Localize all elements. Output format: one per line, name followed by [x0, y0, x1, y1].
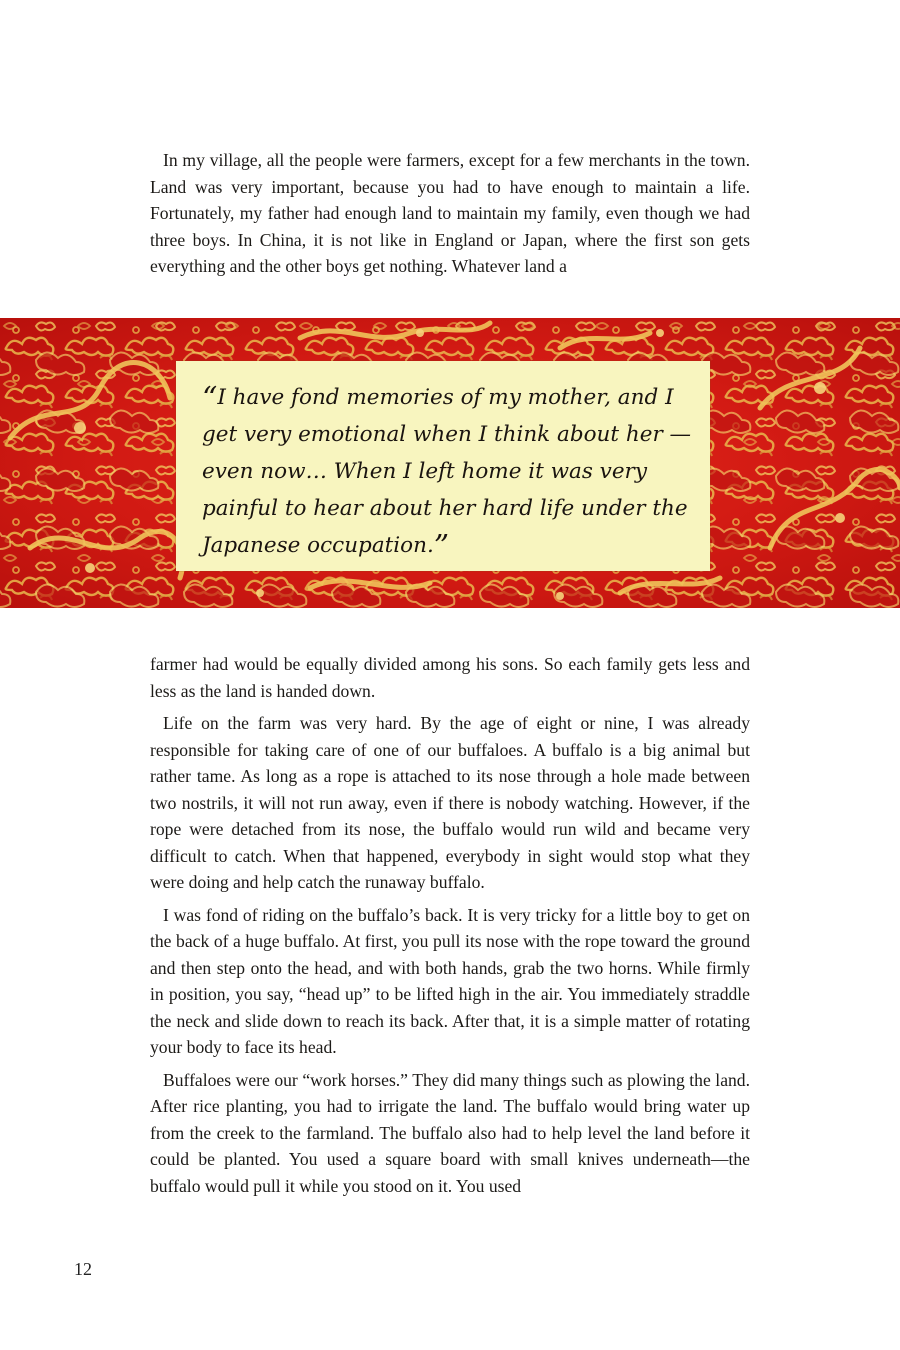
body-text-bottom [150, 651, 750, 1205]
open-quote-mark: “ [202, 381, 218, 416]
pull-quote-box [176, 361, 710, 571]
pull-quote-text: I have fond memories of my mother, and I get very emotional when I think about her —even now… When I left home it was very painful to hear about her hard life under the Japanese occupation. [202, 385, 692, 558]
pull-quote [202, 379, 697, 564]
close-quote-mark: ” [433, 529, 450, 564]
page-number: 12 [74, 1259, 92, 1279]
body-text-top [150, 147, 750, 286]
paragraph: In my village, all the people were farmers, except for a few merchants in the town. Land was very important, because you had to have enough to maintain a life. Fortunately, my father had enough land to maintain my family, even though we had three boys. In China, it is not like in England or Japan, where the first son gets everything and the other boys get nothing. Whatever land a [150, 150, 750, 276]
paragraph: Buffaloes were our “work horses.” They did many things such as plowing the land. After rice planting, you had to irrigate the land. The buffalo would bring water up from the creek to the farmland. The buffalo also had to help level the land before it could be planted. You used a square board with small knives underneath—the buffalo would pull it while you stood on it. You used [150, 1069, 750, 1196]
paragraph: I was fond of riding on the buffalo’s back. It is very tricky for a little boy to get on the back of a huge buffalo. At first, you pull its nose with the rope toward the ground and then step onto the head, and with both hands, grab the two horns. While firmly in position, you say, “head up” to be lifted high in the air. You immediately straddle the neck and slide down to reach its back. After that, it is a simple matter of rotating your body to face its head. [150, 904, 750, 1057]
paragraph-continuation: farmer had would be equally divided among his sons. So each family gets less and less as the land is handed down. [150, 654, 750, 701]
paragraph: Life on the farm was very hard. By the age of eight or nine, I was already responsible for taking care of one of our buffaloes. A buffalo is a big animal but rather tame. As long as a rope is attached to its nose through a hole made between two nostrils, it will not run away, even if there is nobody watching. However, if the rope were detached from its nose, the buffalo would run wild and became very difficult to catch. When that happened, everybody in sight would stop what they were doing and help catch the runaway buffalo. [150, 713, 750, 892]
